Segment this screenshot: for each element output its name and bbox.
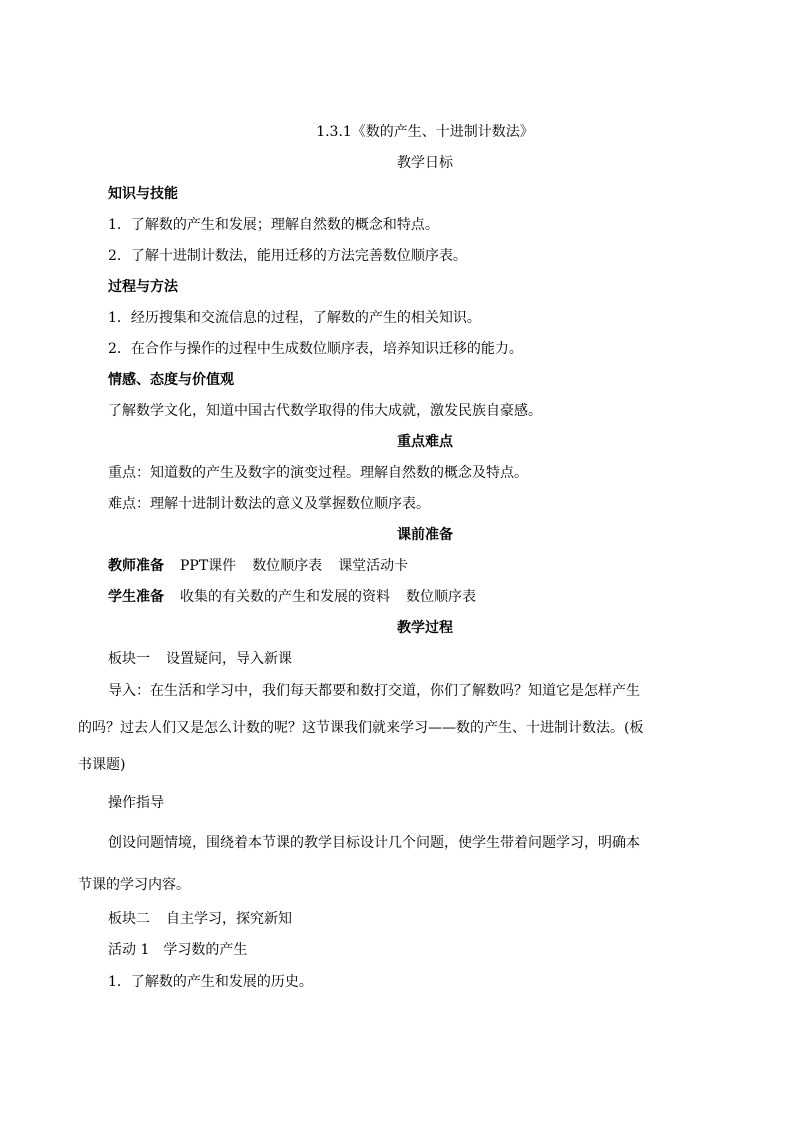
emotion-heading: 情感、态度与价值观	[108, 372, 234, 388]
knowledge-heading: 知识与技能	[108, 186, 178, 202]
document-title: 1.3.1《数的产生、十进制计数法》	[316, 124, 534, 140]
keypoints-heading: 重点难点	[397, 434, 453, 450]
process-heading: 过程与方法	[108, 279, 178, 295]
block-2-label: 板块二	[108, 911, 150, 927]
activity-1-title: 学习数的产生	[163, 942, 248, 958]
preparation-heading: 课前准备	[397, 527, 453, 543]
teaching-process-heading: 教学过程	[397, 620, 453, 636]
process-item-1: 1．经历搜集和交流信息的过程，了解数的产生的相关知识。	[108, 310, 481, 326]
intro-line-3: 书课题)	[78, 757, 126, 773]
guide-heading: 操作指导	[108, 795, 164, 811]
block-1-title: 设置疑问，导入新课	[166, 651, 292, 667]
teacher-preparation	[108, 556, 408, 576]
block-2	[108, 909, 292, 929]
student-preparation-label: 学生准备	[108, 589, 164, 605]
teacher-prep-item-1: PPT课件	[180, 558, 237, 574]
process-item-2: 2．在合作与操作的过程中生成数位顺序表，培养知识迁移的能力。	[108, 341, 523, 357]
block-2-title: 自主学习，探究新知	[166, 911, 292, 927]
teacher-preparation-label: 教师准备	[108, 558, 164, 574]
student-prep-item-1: 收集的有关数的产生和发展的资料	[180, 589, 390, 605]
activity-1-item-1: 1．了解数的产生和发展的历史。	[108, 974, 313, 990]
goals-heading: 教学日标	[397, 155, 453, 171]
intro-line-2: 的吗？过去人们又是怎么计数的呢？这节课我们就来学习——数的产生、十进制计数法。(板	[78, 720, 644, 736]
teacher-prep-item-2: 数位顺序表	[252, 558, 323, 574]
guide-line-1: 创设问题情境，围绕着本节课的教学目标设计几个问题，使学生带着问题学习，明确本	[108, 835, 640, 851]
block-1	[108, 649, 292, 669]
teacher-prep-item-3: 课堂活动卡	[338, 558, 409, 574]
activity-1-label: 活动 1	[108, 942, 150, 958]
emotion-text: 了解数学文化，知道中国古代数学取得的伟大成就，激发民族自豪感。	[108, 403, 542, 419]
intro-line-1: 导入：在生活和学习中，我们每天都要和数打交道，你们了解数吗？知道它是怎样产生	[108, 683, 640, 699]
guide-line-2: 节课的学习内容。	[78, 877, 190, 893]
student-preparation	[108, 587, 476, 607]
block-1-label: 板块一	[108, 651, 150, 667]
knowledge-item-2: 2．了解十进制计数法，能用迁移的方法完善数位顺序表。	[108, 248, 467, 264]
knowledge-item-1: 1．了解数的产生和发展；理解自然数的概念和特点。	[108, 217, 439, 233]
keypoint-text: 重点：知道数的产生及数字的演变过程。理解自然数的概念及特点。	[108, 465, 528, 481]
difficulty-text: 难点：理解十进制计数法的意义及掌握数位顺序表。	[108, 496, 430, 512]
student-prep-item-2: 数位顺序表	[406, 589, 476, 605]
activity-1	[108, 940, 247, 960]
